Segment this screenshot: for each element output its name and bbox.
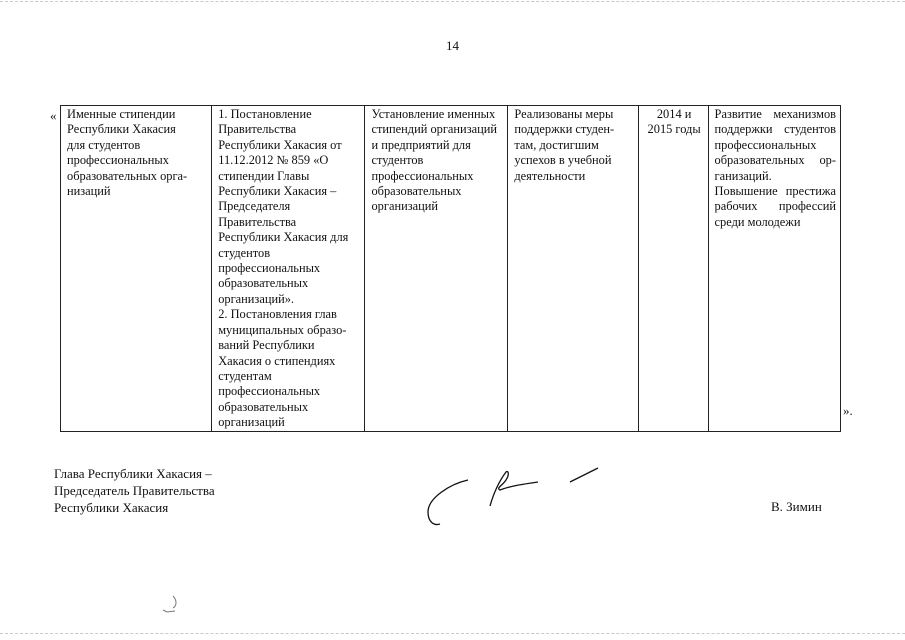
text-line [715, 184, 836, 199]
text-line: низаций [67, 184, 111, 199]
position-line: Республики Хакасия [54, 500, 169, 515]
text-line: организаций [371, 199, 439, 214]
position-line: Глава Республики Хакасия – [54, 466, 212, 481]
text-line: Правительства [218, 214, 297, 229]
text-word: рабочих [714, 199, 758, 214]
text-word: Развитие [714, 107, 762, 121]
text-line: деятельности [514, 168, 586, 183]
text-line: Республики Хакасия [67, 122, 176, 137]
text-line: Председателя [218, 199, 291, 214]
text-line [715, 122, 836, 137]
text-word: образовательных [714, 153, 805, 168]
text-word: профессий [778, 199, 836, 214]
text-line: 2015 годы [647, 122, 701, 137]
text-line: 2. Постановления глав [218, 307, 337, 322]
text-word: студентов [784, 122, 836, 137]
text-line: профессиональных [218, 384, 321, 399]
cell-effect [708, 106, 840, 432]
scan-edge-top [0, 1, 905, 4]
text-word: поддержки [714, 122, 773, 137]
text-line: для студентов [67, 137, 141, 152]
table-row [61, 106, 841, 432]
text-line: Республики Хакасия для [218, 230, 349, 245]
cell-result [508, 106, 638, 432]
text-line: Реализованы меры [514, 107, 614, 121]
text-line [715, 107, 836, 122]
text-line: Хакасия о стипендиях [218, 353, 336, 368]
text-line [715, 199, 836, 214]
text-word: престижа [785, 184, 836, 199]
text-line: ганизаций. [714, 168, 772, 183]
text-line: стипендии Главы [218, 168, 310, 183]
text-line: успехов в учебной [514, 153, 612, 168]
text-line: ваний Республики [218, 338, 315, 353]
cell-years [638, 106, 708, 432]
opening-quote: « [50, 108, 57, 123]
closing-quote: ». [843, 403, 853, 418]
signatory-position [54, 465, 215, 516]
text-line: и предприятий для [371, 137, 471, 152]
page-number: 14 [446, 38, 459, 53]
text-line: там, достигшим [514, 137, 599, 152]
text-line: 1. Постановление [218, 107, 312, 121]
scan-edge-bottom [0, 633, 905, 636]
text-line: стипендий организаций [371, 122, 497, 137]
text-line: поддержки студен- [514, 122, 615, 137]
stray-ink-mark [155, 592, 185, 616]
text-line: 11.12.2012 № 859 «О [218, 153, 329, 168]
text-line: Правительства [218, 122, 297, 137]
text-line [715, 153, 836, 168]
text-line: образовательных орга- [67, 168, 188, 183]
text-line: организаций [218, 415, 285, 430]
text-line: Республики Хакасия от [218, 137, 342, 152]
text-line: Республики Хакасия – [218, 184, 337, 199]
text-line: образовательных [218, 276, 309, 291]
text-line: муниципальных образо- [218, 322, 347, 337]
cell-mechanism [365, 106, 508, 432]
text-line: Именные стипендии [67, 107, 176, 121]
text-line: образовательных [371, 184, 462, 199]
text-word: ор- [819, 153, 836, 168]
measures-table [60, 105, 841, 432]
signatory-name: В. Зимин [771, 499, 822, 514]
text-line: организаций». [218, 291, 295, 306]
position-line: Председатель Правительства [54, 483, 215, 498]
text-line: профессиональных [714, 137, 817, 152]
text-word: Повышение [714, 184, 778, 199]
text-line: профессиональных [67, 153, 169, 168]
cell-measure-name [61, 106, 212, 432]
cell-legal-basis [212, 106, 365, 432]
text-line: среди молодежи [714, 214, 801, 229]
handwritten-signature [420, 462, 610, 532]
text-line: студентов [371, 153, 424, 168]
text-word: механизмов [773, 107, 836, 121]
text-line: профессиональных [218, 261, 321, 276]
text-line: студентам [218, 368, 272, 383]
text-line: профессиональных [371, 168, 474, 183]
text-line: образовательных [218, 399, 309, 414]
text-line: 2014 и [656, 107, 692, 121]
text-line: студентов [218, 245, 271, 260]
text-line: Установление именных [371, 107, 496, 121]
